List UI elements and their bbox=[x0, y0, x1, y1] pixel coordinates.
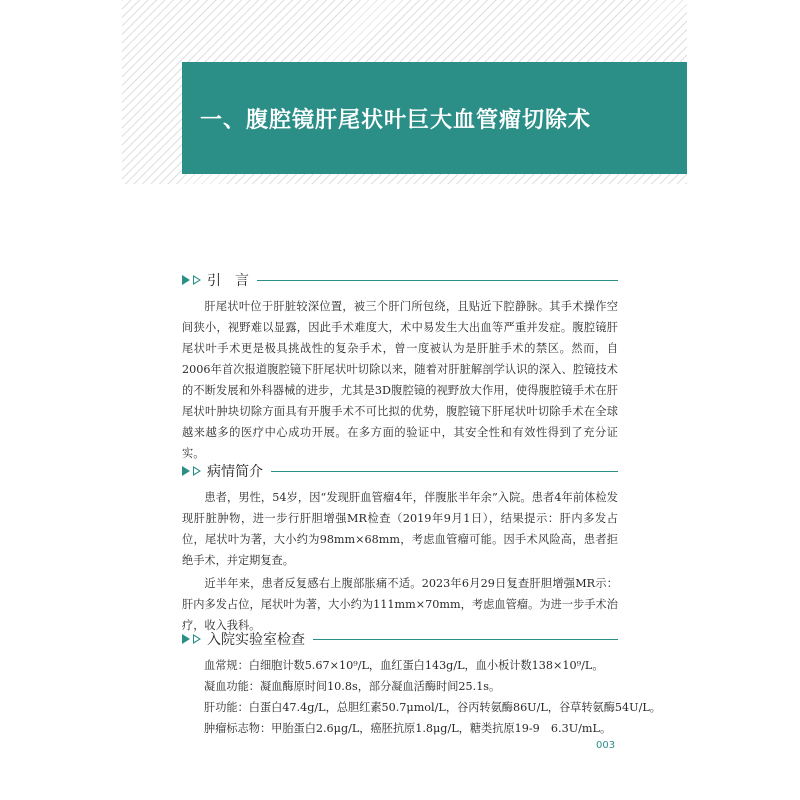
section-heading-intro bbox=[182, 270, 618, 290]
section-arrow-icon bbox=[182, 466, 201, 476]
section-title: 引 言 bbox=[207, 273, 249, 289]
lab-item-blood-routine: 血常规：白细胞计数5.67×10⁹/L，血红蛋白143g/L，血小板计数138×10⁹/L。 bbox=[204, 659, 604, 672]
lab-item-coagulation: 凝血功能：凝血酶原时间10.8s，部分凝血活酶时间25.1s。 bbox=[204, 680, 501, 693]
chapter-title-banner bbox=[182, 62, 687, 174]
page-number: 003 bbox=[596, 740, 616, 751]
section-divider bbox=[257, 280, 618, 281]
lab-item-liver-function: 肝功能：白蛋白47.4g/L，总胆红素50.7μmol/L，谷丙转氨酶86U/L，谷草转氨酶54U/L。 bbox=[204, 701, 661, 714]
section-arrow-icon bbox=[182, 634, 201, 644]
section-title: 入院实验室检查 bbox=[207, 632, 305, 648]
section-divider bbox=[313, 639, 618, 640]
section-heading-labs bbox=[182, 629, 618, 649]
section-arrow-icon bbox=[182, 275, 201, 285]
section-title: 病情简介 bbox=[207, 464, 263, 480]
section-heading-history bbox=[182, 461, 618, 481]
history-paragraph-1: 患者，男性，54岁，因“发现肝血管瘤4年，伴腹胀半年余”入院。患者4年前体检发现肝脏肿物，进一步行肝胆增强MR检查（2019年9月1日），结果提示：肝内多发占位，尾状叶为著，大小约为98mm×68mm，考虑血管瘤可能。因手术风险高，患者拒绝手术，并定期复查。 bbox=[182, 491, 618, 567]
lab-results-list bbox=[204, 655, 661, 739]
section-divider bbox=[271, 471, 618, 472]
intro-paragraph: 肝尾状叶位于肝脏较深位置，被三个肝门所包绕，且贴近下腔静脉。其手术操作空间狭小，视野难以显露，因此手术难度大，术中易发生大出血等严重并发症。腹腔镜肝尾状叶手术更是极具挑战性的复杂手术，曾一度被认为是肝脏手术的禁区。然而，自2006年首次报道腹腔镜下肝尾状叶切除以来，随着对肝脏解剖学认识的深入、腔镜技术的不断发展和外科器械的进步，尤其是3D腹腔镜的视野放大作用，使得腹腔镜手术在肝尾状叶肿块切除方面具有开腹手术不可比拟的优势，腹腔镜下肝尾状叶切除手术在全球越来越多的医疗中心成功开展。在多方面的验证中，其安全性和有效性得到了充分证实。 bbox=[182, 300, 618, 460]
lab-item-tumor-markers: 肿瘤标志物：甲胎蛋白2.6μg/L，癌胚抗原1.8μg/L，糖类抗原19-9 6.3U/mL。 bbox=[204, 722, 612, 735]
history-paragraph-2: 近半年来，患者反复感右上腹部胀痛不适。2023年6月29日复查肝胆增强MR示：肝内多发占位，尾状叶为著，大小约为111mm×70mm，考虑血管瘤。为进一步手术治疗，收入我科。 bbox=[182, 577, 618, 632]
chapter-title: 一、腹腔镜肝尾状叶巨大血管瘤切除术 bbox=[200, 107, 592, 133]
